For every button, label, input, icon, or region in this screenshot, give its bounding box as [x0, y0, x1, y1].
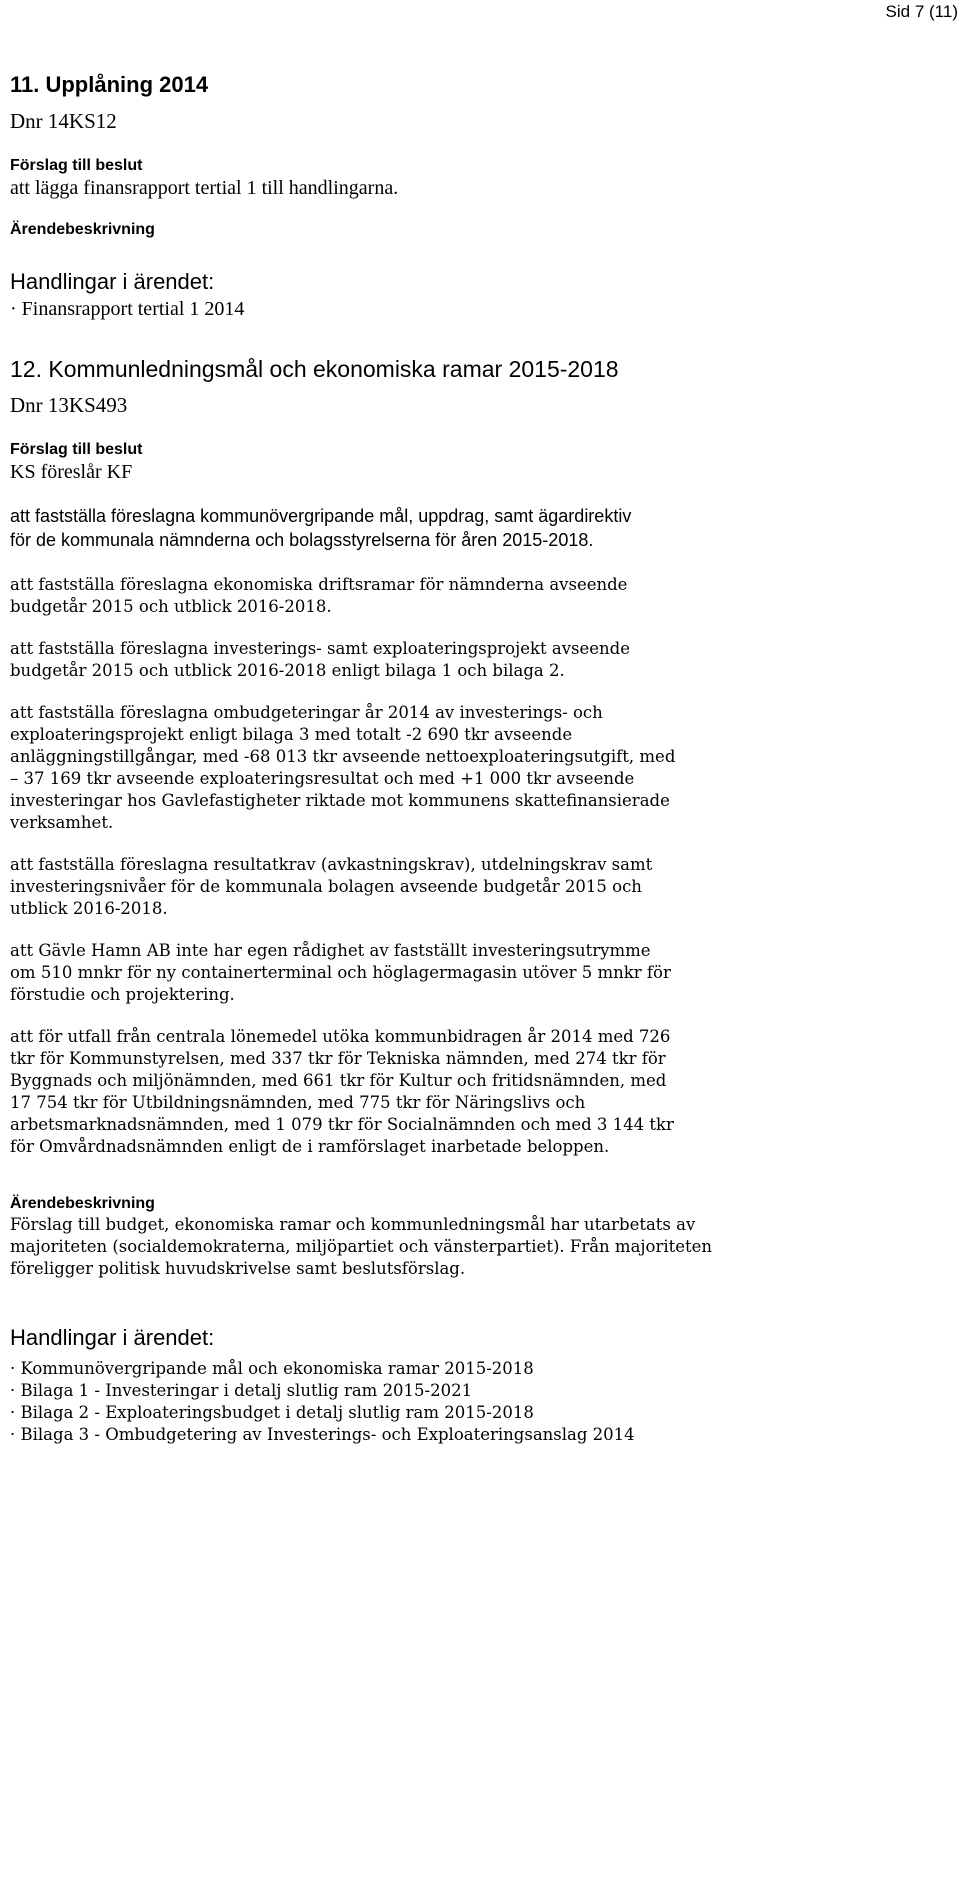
item-12-forslag-label: Förslag till beslut: [10, 441, 143, 458]
decision-point-7-line: tkr för Kommunstyrelsen, med 337 tkr för Tekniska nämnden, med 274 tkr för: [10, 1049, 666, 1068]
arende-line: Förslag till budget, ekonomiska ramar och kommunledningsmål har utarbetats av: [10, 1215, 696, 1234]
arende-line: majoriteten (socialdemokraterna, miljöpartiet och vänsterpartiet). Från majoriteten: [10, 1237, 713, 1256]
arende-line: föreligger politisk huvudskrivelse samt beslutsförslag.: [10, 1259, 466, 1278]
item-11-title: 11. Upplåning 2014: [10, 72, 209, 97]
item-12-handlingar-title: Handlingar i ärendet:: [10, 1325, 215, 1350]
decision-point-2-line: budgetår 2015 och utblick 2016-2018.: [10, 597, 332, 616]
item-12-arende-text: [10, 1214, 945, 1280]
item-11-handlingar-item: · Finansrapport tertial 1 2014: [10, 298, 245, 320]
decision-point-5: [10, 854, 945, 920]
decision-point-6-line: om 510 mnkr för ny containerterminal och höglagermagasin utöver 5 mnkr för: [10, 963, 671, 982]
decision-point-7-line: Byggnads och miljönämnden, med 661 tkr för Kultur och fritidsnämnden, med: [10, 1071, 667, 1090]
page-number: Sid 7 (11): [885, 2, 958, 21]
decision-point-3-line: budgetår 2015 och utblick 2016-2018 enligt bilaga 1 och bilaga 2.: [10, 661, 565, 680]
item-12-dnr: Dnr 13KS493: [10, 393, 128, 417]
document-content: [10, 70, 945, 1446]
decision-point-4-line: anläggningstillgångar, med -68 013 tkr avseende nettoexploateringsutgift, med: [10, 747, 676, 766]
item-11-handlingar-title: Handlingar i ärendet:: [10, 269, 215, 294]
handlingar-list-item: · Bilaga 3 - Ombudgetering av Investerings- och Exploateringsanslag 2014: [10, 1425, 635, 1444]
item-11-arende-label: Ärendebeskrivning: [10, 221, 155, 238]
decision-point-6-line: att Gävle Hamn AB inte har egen rådighet av fastställt investeringsutrymme: [10, 941, 651, 960]
decision-point-5-line: att fastställa föreslagna resultatkrav (avkastningskrav), utdelningskrav samt: [10, 855, 653, 874]
decision-point-6-line: förstudie och projektering.: [10, 985, 235, 1004]
item-12-ks-foreslar: KS föreslår KF: [10, 461, 133, 483]
decision-point-5-line: utblick 2016-2018.: [10, 899, 168, 918]
item-12: [10, 354, 945, 1446]
decision-point-2-line: att fastställa föreslagna ekonomiska driftsramar för nämnderna avseende: [10, 575, 628, 594]
item-11: [10, 70, 945, 322]
handlingar-list-item: · Bilaga 1 - Investeringar i detalj slutlig ram 2015-2021: [10, 1381, 473, 1400]
decision-point-5-line: investeringsnivåer för de kommunala bolagen avseende budgetår 2015 och: [10, 877, 642, 896]
decision-point-7-line: att för utfall från centrala lönemedel utöka kommunbidragen år 2014 med 726: [10, 1027, 671, 1046]
item-12-title: 12. Kommunledningsmål och ekonomiska ramar 2015-2018: [10, 356, 619, 382]
decision-point-1: [10, 504, 945, 552]
item-11-forslag-text: att lägga finansrapport tertial 1 till handlingarna.: [10, 177, 399, 199]
item-12-arende-label: Ärendebeskrivning: [10, 1195, 155, 1212]
item-11-forslag-label: Förslag till beslut: [10, 157, 143, 174]
decision-point-3: [10, 638, 945, 682]
decision-point-1-line: att fastställa föreslagna kommunövergripande mål, uppdrag, samt ägardirektiv: [10, 506, 632, 526]
decision-point-4-line: investeringar hos Gavlefastigheter riktade mot kommunens skattefinansierade: [10, 791, 670, 810]
decision-point-6: [10, 940, 945, 1006]
handlingar-list-item: · Kommunövergripande mål och ekonomiska ramar 2015-2018: [10, 1359, 534, 1378]
decision-point-4: [10, 702, 945, 834]
decision-point-3-line: att fastställa föreslagna investerings- samt exploateringsprojekt avseende: [10, 639, 630, 658]
item-11-dnr: Dnr 14KS12: [10, 109, 117, 133]
item-12-handlingar-list: [10, 1358, 945, 1446]
handlingar-list-item: · Bilaga 2 - Exploateringsbudget i detalj slutlig ram 2015-2018: [10, 1403, 534, 1422]
decision-point-7-line: 17 754 tkr för Utbildningsnämnden, med 775 tkr för Näringslivs och: [10, 1093, 586, 1112]
decision-point-4-line: exploateringsprojekt enligt bilaga 3 med totalt -2 690 tkr avseende: [10, 725, 573, 744]
decision-point-4-line: att fastställa föreslagna ombudgeteringar år 2014 av investerings- och: [10, 703, 603, 722]
decision-point-4-line: verksamhet.: [10, 813, 114, 832]
decision-point-7-line: arbetsmarknadsnämnden, med 1 079 tkr för Socialnämnden och med 3 144 tkr: [10, 1115, 674, 1134]
decision-point-7: [10, 1026, 945, 1158]
decision-point-7-line: för Omvårdnadsnämnden enligt de i ramförslaget inarbetade beloppen.: [10, 1137, 610, 1156]
decision-point-1-line: för de kommunala nämnderna och bolagsstyrelserna för åren 2015-2018.: [10, 530, 594, 550]
decision-point-4-line: – 37 169 tkr avseende exploateringsresultat och med +1 000 tkr avseende: [10, 769, 635, 788]
decision-point-2: [10, 574, 945, 618]
